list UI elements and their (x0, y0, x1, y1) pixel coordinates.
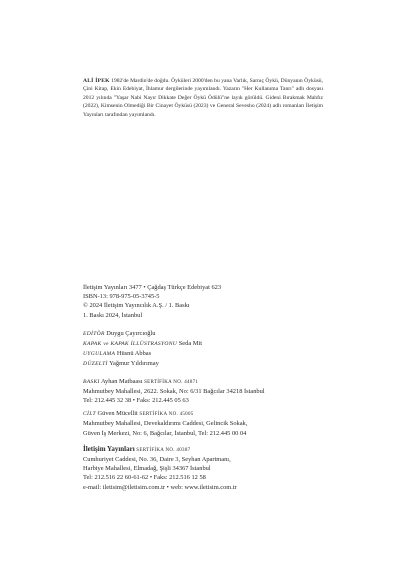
proofreading-role: DÜZELTİ (83, 361, 108, 368)
application-name: Hüsnü Abbas (116, 350, 152, 358)
publisher-phone: Tel: 212.516 22 60-61-62 • Faks: 212.516 12 58 (83, 474, 206, 482)
author-bio (83, 77, 323, 119)
binding-role: CİLT (83, 411, 96, 418)
isbn-line: ISBN-13: 978-975-05-3745-5 (83, 293, 160, 301)
credit-proofreading (83, 359, 333, 369)
copyright-line: © 2024 İletişim Yayıncılık A.Ş. / 1. Baskı (83, 302, 190, 310)
series-line: İletişim Yayınları 3477 • Çağdaş Türkçe Edebiyat 623 (83, 284, 222, 291)
printing-name: Ayhan Matbaası (100, 377, 143, 385)
credit-editor (83, 329, 333, 339)
colophon-block (83, 283, 333, 492)
publisher-cert: SERTİFİKA NO. 40387 (136, 447, 191, 453)
printing-cert: SERTİFİKA NO. 44871 (144, 379, 199, 385)
author-bio-text: 1982'de Mardin'de doğdu. Öyküleri 2000'den bu yana Varlık, Sarnıç Öykü, Dünyanın Öyküsü, Çini Kitap, Ekin Edebiyat, İhlamur dergilerinde yayımlandı. Yazarın "Her Kullanıma Tanrı" adlı dosyası 2012 yılında "Yaşar Nabi Nayır Dikkate Değer Öykü Ödülü"ne layık görüldü. Gideni Bırakmak Mahfız (2022), Kimsenin Olmediği Bir Cinayet Öyküsü (2023) ve General Sevesho (2024) adlı romanları İletişim Yayınları tarafından yayımlandı. (83, 78, 323, 118)
binding-address-1: Mahmutbey Mahallesi, Devekaldırımı Caddesi, Gelincik Sokak, (83, 420, 248, 428)
cover-name: Seda Mit (178, 340, 203, 348)
publisher-name: İletişim Yayınları (83, 444, 135, 453)
publisher-header (83, 445, 333, 455)
credit-application (83, 349, 333, 359)
proofreading-name: Yağmur Yıldırımay (109, 360, 159, 368)
publisher-address-1: Cumhuriyet Caddesi, No. 36, Daire 3, Seyhan Apartmanı, (83, 456, 231, 464)
editor-name: Duygu Çayırcıoğlu (106, 329, 156, 337)
binding-header (83, 409, 333, 419)
author-name: ALİ İPEK (83, 78, 110, 84)
printing-role: BASKI (83, 378, 100, 385)
cover-role: KAPAK ve KAPAK İLLÜSTRASYONU (83, 341, 178, 348)
printing-phone: Tel: 212.445 32 38 • Faks: 212.445 05 63 (83, 397, 189, 405)
edition-line: 1. Baskı 2024, İstanbul (83, 311, 143, 319)
printing-header (83, 377, 333, 387)
credit-cover (83, 339, 333, 349)
printing-address: Mahmutbey Mahallesi, 2622. Sokak, No: 6/31 Bağcılar 34218 İstanbul (83, 387, 265, 395)
publisher-address-2: Harbiye Mahallesi, Elmadağ, Şişli 34367 İstanbul (83, 465, 211, 473)
publisher-contact: e-mail: iletisim@iletisim.com.tr • web: www.iletisim.com.tr (83, 483, 237, 491)
application-role: UYGULAMA (83, 351, 116, 358)
binding-cert: SERTİFİKA NO. 45005 (139, 412, 194, 418)
editor-role: EDİTÖR (83, 330, 105, 337)
binding-name: Güven Mücellit (97, 410, 138, 418)
binding-address-2: Güven İş Merkezi, No: 6, Bağcılar, İstanbul, Tel: 212.445 00 04 (83, 429, 247, 437)
